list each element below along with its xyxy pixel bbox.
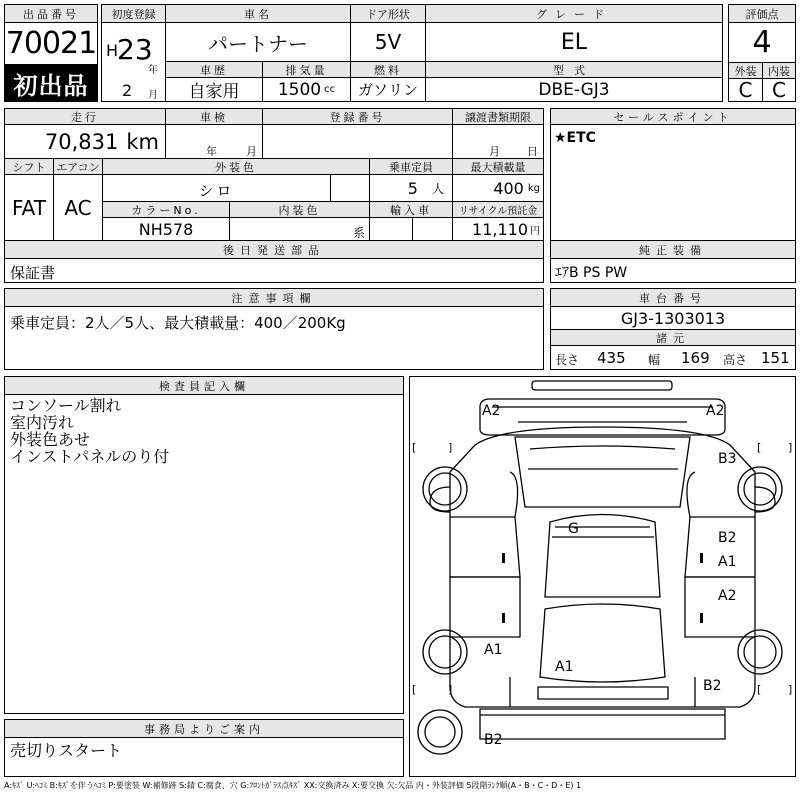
plate-number	[262, 124, 453, 159]
ac-header: エアコン	[53, 158, 103, 175]
svg-text:[: [	[412, 441, 417, 454]
first-registration	[101, 22, 166, 102]
svg-text:[: [	[757, 683, 762, 696]
mark-b2-rear: B2	[484, 732, 503, 748]
mileage-header: 走行	[4, 108, 166, 125]
door-type-header: ドア形状	[350, 4, 426, 23]
sales-points-header: セールスポイント	[550, 108, 796, 125]
mark-a1-left: A1	[484, 642, 503, 658]
office-text: 売切りスタート	[10, 741, 123, 760]
chassis-number: GJ3-1303013	[550, 306, 796, 330]
width-label: 幅	[648, 353, 661, 367]
notes	[4, 306, 544, 370]
chassis-header: 車台番号	[550, 288, 796, 307]
sales-points-text: ★ETC	[554, 130, 596, 146]
yen-unit: 円	[530, 225, 540, 237]
year-unit: 年	[148, 65, 158, 76]
inspection-year-unit: 年	[206, 145, 217, 158]
car-name: パートナー	[165, 22, 351, 62]
car-history: 自家用	[165, 77, 263, 102]
genuine-equipment	[550, 258, 796, 283]
svg-text:[: [	[757, 441, 762, 454]
dimensions	[550, 345, 796, 370]
exterior-grade: C	[728, 78, 763, 102]
mileage: 70,831 km	[4, 124, 166, 159]
exterior-grade-header: 外装	[728, 62, 763, 79]
later-parts-header: 後日発送部品	[4, 240, 544, 259]
inspection-month-unit: 月	[246, 145, 257, 158]
equipment-text: ｴｱB PS PW	[555, 265, 628, 281]
inspector-line: 室内汚れ	[10, 413, 75, 432]
recycle-deposit: 11,110 円	[452, 217, 544, 241]
damage-code-legend: A:ｷｽﾞ U:ﾍｺﾐ B:ｷｽﾞを伴うﾍｺﾐ P:要塗装 W:補修跡 S:錆 C:腐食、穴 G:ﾌﾛﾝﾄｶﾞﾗｽ点ｷｽﾞ XX:交換済み X:要交換 欠:欠品 内・外装評価 5段階ﾗﾝｸ順(A・B・C・D・E) 1	[4, 781, 582, 790]
notes-text: 乗車定員：2人／5人、最大積載量：400／200Kg	[10, 314, 346, 332]
score-header: 評価点	[728, 4, 796, 23]
transfer-day-unit: 日	[527, 145, 538, 158]
fuel-header: 燃料	[350, 61, 426, 78]
exterior-color-header: 外装色	[102, 158, 370, 175]
capacity-header: 乗車定員	[369, 158, 453, 175]
cc-unit: cc	[324, 84, 336, 95]
inspector-notes	[4, 394, 404, 714]
displacement-header: 排気量	[262, 61, 351, 78]
displacement: 1500 cc	[262, 77, 351, 102]
interior-grade: C	[762, 78, 796, 102]
fuel: ガソリン	[350, 77, 426, 102]
color-no-header: カラーNo.	[102, 201, 230, 218]
svg-text:]: ]	[788, 441, 793, 454]
history-header: 車歴	[165, 61, 263, 78]
mark-a2-front-right: A2	[706, 403, 725, 419]
inspector-header: 検査員記入欄	[4, 376, 404, 395]
exterior-color-value: シロ	[198, 182, 235, 200]
shift-header: シフト	[4, 158, 54, 175]
import-car	[369, 217, 453, 241]
later-parts	[4, 258, 544, 283]
registration-year: 23	[117, 33, 153, 66]
transfer-deadline-header: 譲渡書類期限	[452, 108, 544, 125]
mark-a2-front-left: A2	[482, 403, 501, 419]
capacity-unit: 人	[431, 181, 444, 196]
notes-header: 注意事項欄	[4, 288, 544, 307]
lot-number: 70021	[4, 22, 98, 65]
color-number: NH578	[102, 217, 230, 241]
seating-capacity: 5 人	[369, 174, 453, 202]
era: H	[106, 41, 119, 60]
exterior-color	[102, 174, 370, 202]
grade: EL	[425, 22, 723, 62]
svg-text:]: ]	[788, 683, 793, 696]
inspector-line: コンソール割れ	[10, 396, 122, 415]
model-code: DBE-GJ3	[425, 77, 723, 102]
inspector-line: インストパネルのり付	[10, 447, 170, 466]
transfer-month-unit: 月	[489, 145, 500, 158]
model-code-header: 型式	[425, 61, 723, 78]
inspector-line: 外装色あせ	[10, 430, 91, 449]
recycle-header: リサイクル預託金	[452, 201, 544, 218]
first-listing-badge: 初出品	[4, 64, 98, 102]
mark-a2-right-quarter: A2	[718, 588, 737, 604]
svg-text:[: [	[412, 683, 417, 696]
import-divider	[412, 218, 413, 240]
month-unit: 月	[148, 90, 158, 101]
mark-a1-center: A1	[555, 659, 574, 675]
transfer-deadline	[452, 124, 544, 159]
color-divider	[330, 175, 331, 201]
specs-header: 諸元	[550, 329, 796, 346]
inspection-header: 車検	[165, 108, 263, 125]
sales-points	[550, 124, 796, 241]
kg-unit: kg	[527, 182, 540, 194]
office-header: 事務局よりご案内	[4, 719, 404, 738]
interior-color-header: 内装色	[229, 201, 370, 218]
mark-b2-right-door: B2	[718, 530, 737, 546]
car-body-diagram	[410, 377, 795, 776]
registration-month: 2	[122, 81, 133, 100]
damage-diagram	[409, 376, 796, 777]
svg-text:]: ]	[448, 683, 453, 696]
door-type: 5V	[350, 22, 426, 62]
first-registration-header: 初度登録	[101, 4, 166, 23]
lot-number-header: 出品番号	[4, 4, 98, 23]
car-name-header: 車名	[165, 4, 351, 23]
office-notice	[4, 737, 404, 777]
svg-text:]: ]	[448, 441, 453, 454]
max-load: 400 kg	[452, 174, 544, 202]
inspection-date	[165, 124, 263, 159]
mark-a1-right-door: A1	[718, 554, 737, 570]
width-value: 169	[681, 349, 710, 367]
grade-header: グレード	[425, 4, 723, 23]
height-label: 高さ	[723, 353, 748, 367]
mark-g: G	[568, 521, 579, 537]
interior-color	[229, 217, 370, 241]
max-load-header: 最大積載量	[452, 158, 544, 175]
shift: FAT	[4, 174, 54, 241]
later-parts-text: 保証書	[10, 264, 56, 282]
km-unit: km	[126, 129, 159, 154]
height-value: 151	[761, 349, 790, 367]
plate-header: 登録番号	[262, 108, 453, 125]
interior-color-suffix: 系	[352, 226, 365, 240]
mark-b3: B3	[718, 451, 737, 467]
length-label: 長さ	[555, 353, 580, 367]
interior-grade-header: 内装	[762, 62, 796, 79]
mark-b2-right: B2	[703, 678, 722, 694]
overall-score: 4	[728, 22, 796, 63]
air-conditioner: AC	[53, 174, 103, 241]
equipment-header: 純正装備	[550, 240, 796, 259]
length-value: 435	[597, 349, 626, 367]
import-header: 輸入車	[369, 201, 453, 218]
